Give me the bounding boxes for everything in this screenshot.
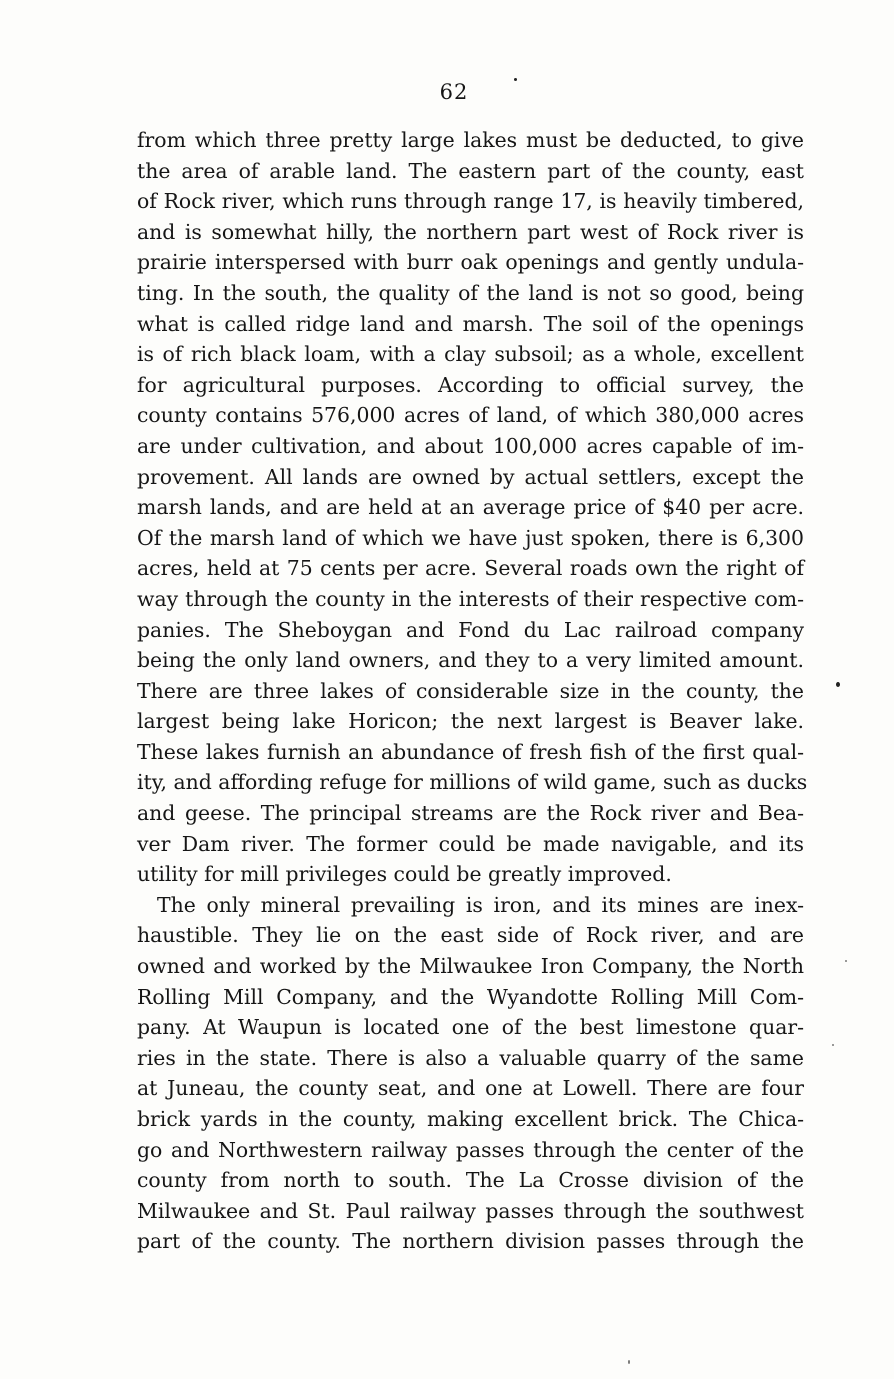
text-line: is of rich black loam, with a clay subsoil; as a whole, excellent — [137, 342, 804, 367]
scan-speck — [514, 78, 517, 81]
text-line: largest being lake Horicon; the next largest is Beaver lake. — [137, 709, 804, 734]
text-line: panies. The Sheboygan and Fond du Lac railroad company — [137, 617, 804, 642]
text-line: There are three lakes of considerable size in the county, the — [137, 678, 804, 703]
text-line: pany. At Waupun is located one of the best limestone quar- — [137, 1015, 804, 1040]
text-line: provement. All lands are owned by actual settlers, except the — [137, 464, 804, 489]
text-line: marsh lands, and are held at an average price of $40 per acre. — [137, 495, 804, 520]
text-line: for agricultural purposes. According to official survey, the — [137, 372, 804, 397]
text-line: Of the marsh land of which we have just spoken, there is 6,300 — [137, 525, 804, 550]
scan-speck — [628, 1360, 630, 1364]
text-line: owned and worked by the Milwaukee Iron Company, the North — [137, 954, 804, 979]
body-text — [137, 125, 808, 1257]
scan-speck — [836, 682, 840, 687]
text-line: ries in the state. There is also a valuable quarry of the same — [137, 1045, 804, 1070]
text-line: way through the county in the interests of their respective com- — [137, 586, 804, 611]
text-line: Milwaukee and St. Paul railway passes through the southwest — [137, 1198, 804, 1223]
text-line: ver Dam river. The former could be made navigable, and its — [137, 831, 804, 856]
page-number: 62 — [439, 80, 469, 104]
text-line: acres, held at 75 cents per acre. Several roads own the right of — [137, 556, 804, 581]
text-line: ting. In the south, the quality of the land is not so good, being — [137, 280, 804, 305]
text-line: being the only land owners, and they to a very limited amount. — [137, 648, 804, 673]
text-line: These lakes furnish an abundance of fresh fish of the first qual- — [137, 739, 804, 764]
text-line: are under cultivation, and about 100,000 acres capable of im- — [137, 433, 804, 458]
text-line: go and Northwestern railway passes through the center of the — [137, 1137, 804, 1162]
text-line: Rolling Mill Company, and the Wyandotte Rolling Mill Com- — [137, 984, 804, 1009]
text-line: of Rock river, which runs through range 17, is heavily timbered, — [137, 189, 804, 214]
text-line: prairie interspersed with burr oak openings and gently undula- — [137, 250, 804, 275]
paragraph-2 — [137, 890, 804, 1257]
text-line: and is somewhat hilly, the northern part west of Rock river is — [137, 219, 804, 244]
text-line: from which three pretty large lakes must be deducted, to give — [137, 128, 804, 152]
text-line: county contains 576,000 acres of land, of which 380,000 acres — [137, 403, 804, 428]
text-line: the area of arable land. The eastern part of the county, east — [137, 158, 804, 183]
text-line: The only mineral prevailing is iron, and its mines are inex- — [157, 892, 804, 917]
text-line: at Juneau, the county seat, and one at Lowell. There are four — [137, 1076, 804, 1101]
text-line: what is called ridge land and marsh. The soil of the openings — [137, 311, 804, 336]
scan-speck — [832, 1044, 834, 1046]
text-line: ity, and affording refuge for millions of wild game, such as ducks — [137, 770, 808, 795]
text-line: haustible. They lie on the east side of Rock river, and are — [137, 923, 804, 948]
text-line: and geese. The principal streams are the Rock river and Bea- — [137, 801, 804, 826]
scan-speck — [845, 960, 847, 962]
text-line: utility for mill privileges could be greatly improved. — [137, 862, 672, 887]
text-line: part of the county. The northern division passes through the — [137, 1229, 804, 1254]
paragraph-1 — [137, 125, 808, 890]
text-line: county from north to south. The La Crosse division of the — [137, 1168, 804, 1193]
text-line: brick yards in the county, making excellent brick. The Chica- — [137, 1107, 804, 1131]
